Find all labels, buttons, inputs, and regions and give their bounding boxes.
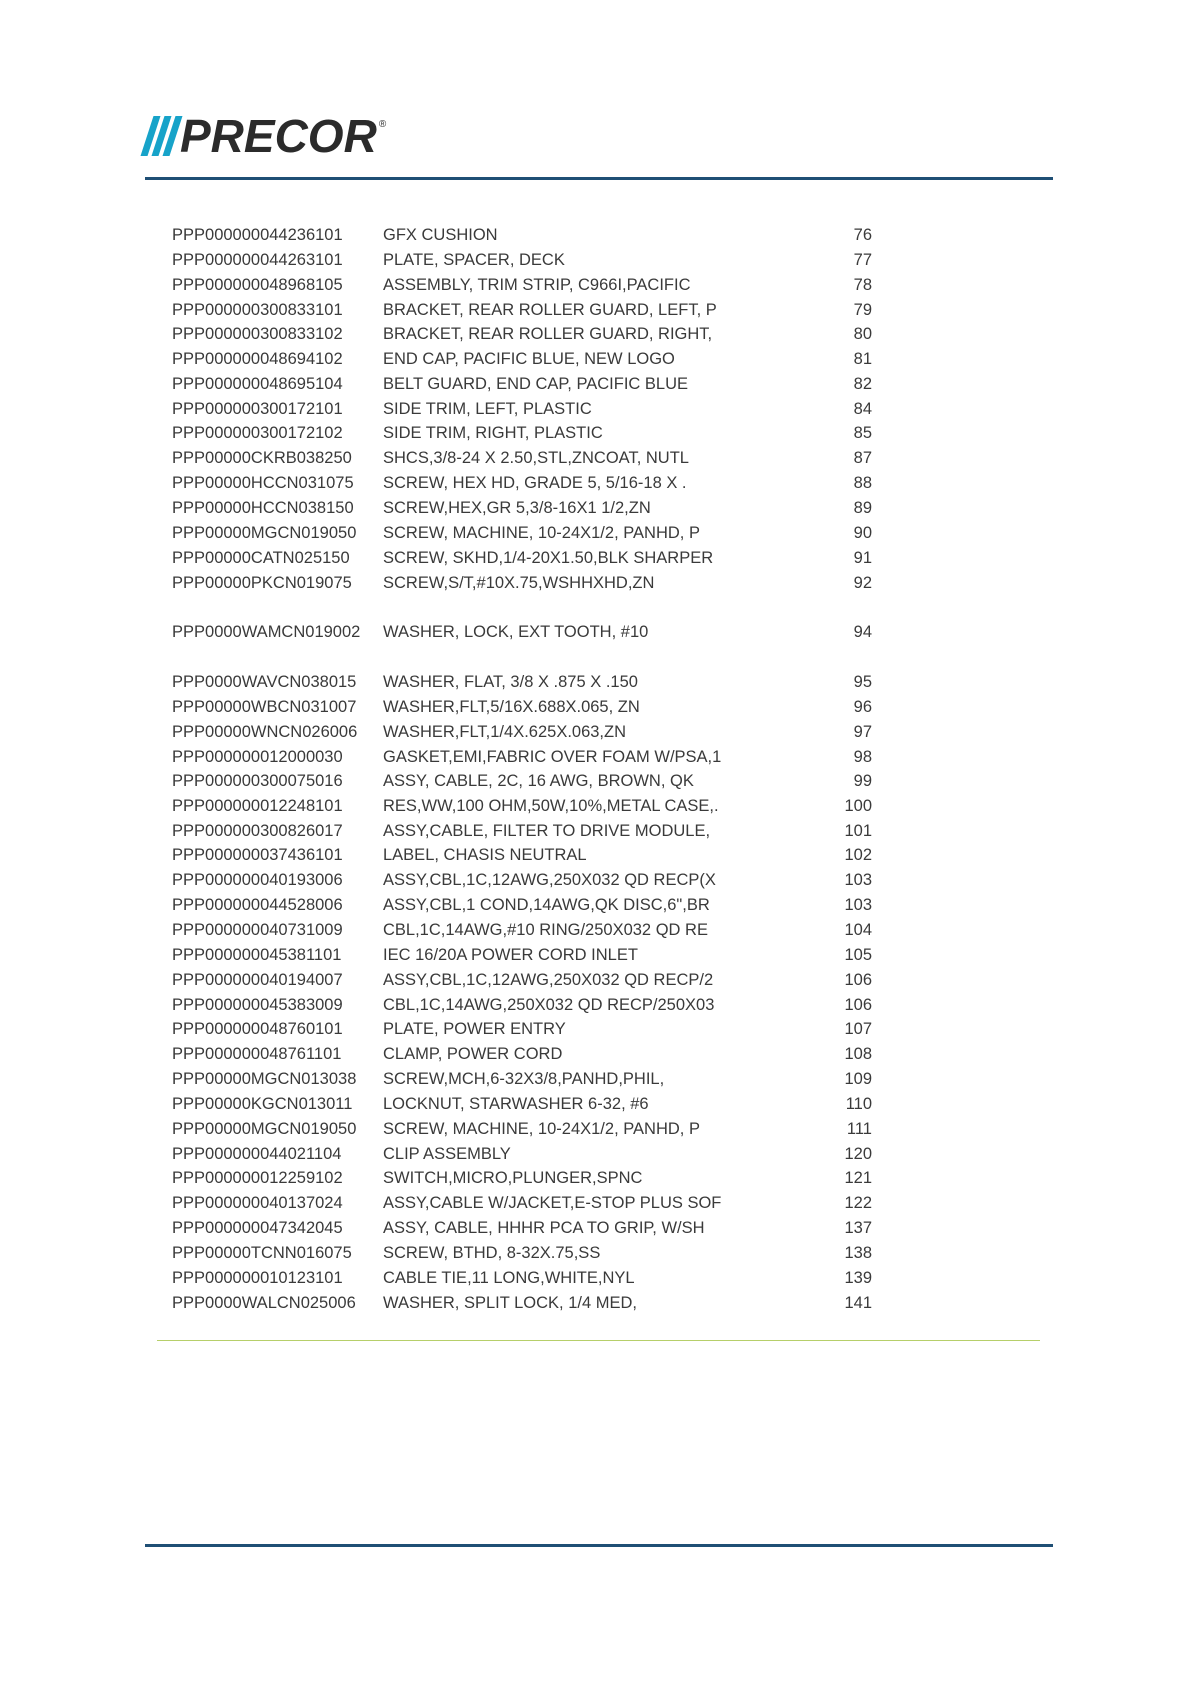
part-description: ASSY, CABLE, HHHR PCA TO GRIP, W/SH [383,1219,705,1237]
part-number: PPP00000PKCN019075 [172,574,352,592]
part-row [0,993,1191,1017]
part-number: PPP00000MGCN013038 [172,1070,357,1088]
part-row [0,397,1191,421]
part-row [0,446,1191,470]
item-number: 107 [844,1020,872,1038]
part-row [0,620,1191,644]
part-number: PPP00000KGCN013011 [172,1095,353,1113]
part-number: PPP00000CKRB038250 [172,449,352,467]
item-number: 100 [844,797,872,815]
part-description: ASSEMBLY, TRIM STRIP, C966I,PACIFIC [383,276,691,294]
part-number: PPP00000HCCN038150 [172,499,354,517]
part-row [0,1216,1191,1240]
item-number: 79 [853,301,872,319]
part-number: PPP000000300833101 [172,301,343,319]
part-row [0,298,1191,322]
part-row [0,769,1191,793]
part-number: PPP000000012000030 [172,748,343,766]
part-description: SIDE TRIM, LEFT, PLASTIC [383,400,592,418]
item-number: 82 [853,375,872,393]
part-description: ASSY,CBL,1C,12AWG,250X032 QD RECP/2 [383,971,714,989]
part-description: SHCS,3/8-24 X 2.50,STL,ZNCOAT, NUTL [383,449,689,467]
part-description: CLAMP, POWER CORD [383,1045,563,1063]
part-description: BRACKET, REAR ROLLER GUARD, LEFT, P [383,301,717,319]
part-row [0,1291,1191,1315]
item-number: 84 [853,400,872,418]
item-number: 106 [844,971,872,989]
part-row [0,819,1191,843]
part-description: ASSY,CABLE, FILTER TO DRIVE MODULE, [383,822,711,840]
part-row [0,521,1191,545]
part-row [0,1092,1191,1116]
part-number: PPP0000WAMCN019002 [172,623,361,641]
part-row [0,1266,1191,1290]
part-number: PPP00000MGCN019050 [172,524,357,542]
part-description: SCREW, BTHD, 8-32X.75,SS [383,1244,601,1262]
part-number: PPP0000WALCN025006 [172,1294,356,1312]
part-description: IEC 16/20A POWER CORD INLET [383,946,638,964]
part-row [0,720,1191,744]
part-row [0,273,1191,297]
part-number: PPP000000048761101 [172,1045,342,1063]
part-row [0,496,1191,520]
part-description: SIDE TRIM, RIGHT, PLASTIC [383,424,603,442]
item-number: 90 [853,524,872,542]
part-row [0,1191,1191,1215]
part-number: PPP000000045381101 [172,946,342,964]
part-number: PPP000000010123101 [172,1269,343,1287]
part-description: ASSY,CABLE W/JACKET,E-STOP PLUS SOF [383,1194,722,1212]
logo-text: PRECOR [180,110,377,162]
item-number: 87 [853,449,872,467]
part-description: ASSY,CBL,1 COND,14AWG,QK DISC,6",BR [383,896,710,914]
item-number: 94 [853,623,872,641]
item-number: 77 [853,251,872,269]
item-number: 81 [853,350,872,368]
part-number: PPP000000300172101 [172,400,343,418]
item-number: 96 [853,698,872,716]
part-number: PPP000000012259102 [172,1169,343,1187]
part-number: PPP00000CATN025150 [172,549,350,567]
item-number: 105 [844,946,872,964]
part-row [0,546,1191,570]
part-number: PPP00000HCCN031075 [172,474,354,492]
item-number: 80 [853,325,872,343]
header-divider [145,177,1053,180]
part-description: GFX CUSHION [383,226,498,244]
item-number: 88 [853,474,872,492]
item-number: 122 [844,1194,872,1212]
part-description: WASHER,FLT,1/4X.625X.063,ZN [383,723,627,741]
item-number: 98 [853,748,872,766]
part-description: WASHER, LOCK, EXT TOOTH, #10 [383,623,649,641]
part-number: PPP000000012248101 [172,797,343,815]
part-number: PPP000000040194007 [172,971,343,989]
part-number: PPP000000044528006 [172,896,343,914]
part-number: PPP000000048968105 [172,276,343,294]
part-row [0,421,1191,445]
item-number: 76 [853,226,872,244]
part-row [0,695,1191,719]
part-row [0,1117,1191,1141]
part-description: GASKET,EMI,FABRIC OVER FOAM W/PSA,1 [383,748,722,766]
item-number: 138 [844,1244,872,1262]
part-row [0,322,1191,346]
part-description: LABEL, CHASIS NEUTRAL [383,846,587,864]
part-description: BRACKET, REAR ROLLER GUARD, RIGHT, [383,325,713,343]
part-description: SWITCH,MICRO,PLUNGER,SPNC [383,1169,643,1187]
item-number: 99 [853,772,872,790]
part-row [0,1042,1191,1066]
item-number: 104 [844,921,872,939]
part-description: PLATE, POWER ENTRY [383,1020,566,1038]
part-row [0,347,1191,371]
part-row [0,893,1191,917]
part-description: WASHER, FLAT, 3/8 X .875 X .150 [383,673,638,691]
part-number: PPP00000TCNN016075 [172,1244,352,1262]
part-number: PPP000000300075016 [172,772,343,790]
part-row [0,670,1191,694]
part-number: PPP000000044236101 [172,226,343,244]
table-bottom-rule [157,1340,1040,1341]
item-number: 121 [844,1169,872,1187]
item-number: 103 [844,871,872,889]
item-number: 106 [844,996,872,1014]
part-number: PPP0000WAVCN038015 [172,673,357,691]
item-number: 85 [853,424,872,442]
item-number: 78 [853,276,872,294]
part-number: PPP000000048695104 [172,375,343,393]
part-number: PPP00000WBCN031007 [172,698,357,716]
part-row [0,868,1191,892]
part-number: PPP000000048694102 [172,350,343,368]
part-number: PPP000000300833102 [172,325,343,343]
registered-mark: ® [378,118,387,130]
part-row [0,1166,1191,1190]
part-number: PPP00000WNCN026006 [172,723,358,741]
part-number: PPP000000045383009 [172,996,343,1014]
part-row [0,843,1191,867]
item-number: 101 [844,822,872,840]
part-row [0,248,1191,272]
part-number: PPP000000040731009 [172,921,343,939]
part-number: PPP000000044263101 [172,251,343,269]
item-number: 137 [844,1219,872,1237]
part-description: LOCKNUT, STARWASHER 6-32, #6 [383,1095,649,1113]
part-description: SCREW,MCH,6-32X3/8,PANHD,PHIL, [383,1070,665,1088]
part-description: CABLE TIE,11 LONG,WHITE,NYL [383,1269,635,1287]
part-row [0,968,1191,992]
part-row [0,571,1191,595]
part-description: PLATE, SPACER, DECK [383,251,565,269]
item-number: 102 [844,846,872,864]
part-row [0,223,1191,247]
part-row [0,1241,1191,1265]
part-row [0,372,1191,396]
part-number: PPP000000040193006 [172,871,343,889]
part-number: PPP000000040137024 [172,1194,343,1212]
part-description: BELT GUARD, END CAP, PACIFIC BLUE [383,375,689,393]
item-number: 103 [844,896,872,914]
part-row [0,918,1191,942]
part-description: RES,WW,100 OHM,50W,10%,METAL CASE,. [383,797,719,815]
part-description: WASHER, SPLIT LOCK, 1/4 MED, [383,1294,637,1312]
part-description: SCREW, MACHINE, 10-24X1/2, PANHD, P [383,1120,700,1138]
logo-stripes-icon [147,116,176,156]
item-number: 92 [853,574,872,592]
part-number: PPP00000MGCN019050 [172,1120,357,1138]
part-row [0,1142,1191,1166]
item-number: 141 [844,1294,872,1312]
part-description: SCREW,S/T,#10X.75,WSHHXHD,ZN [383,574,655,592]
item-number: 91 [853,549,872,567]
item-number: 108 [844,1045,872,1063]
part-description: CLIP ASSEMBLY [383,1145,511,1163]
item-number: 89 [853,499,872,517]
part-row [0,794,1191,818]
part-row [0,943,1191,967]
item-number: 95 [853,673,872,691]
part-description: ASSY, CABLE, 2C, 16 AWG, BROWN, QK [383,772,694,790]
footer-divider [145,1544,1053,1547]
part-description: SCREW,HEX,GR 5,3/8-16X1 1/2,ZN [383,499,651,517]
part-description: ASSY,CBL,1C,12AWG,250X032 QD RECP(X [383,871,716,889]
part-row [0,1067,1191,1091]
item-number: 111 [846,1120,872,1138]
part-description: CBL,1C,14AWG,#10 RING/250X032 QD RE [383,921,708,939]
part-number: PPP000000300826017 [172,822,343,840]
item-number: 120 [844,1145,872,1163]
part-number: PPP000000300172102 [172,424,343,442]
part-description: WASHER,FLT,5/16X.688X.065, ZN [383,698,640,716]
item-number: 109 [844,1070,872,1088]
precor-logo [147,112,386,160]
part-description: END CAP, PACIFIC BLUE, NEW LOGO [383,350,675,368]
part-row [0,471,1191,495]
part-number: PPP000000044021104 [172,1145,342,1163]
part-number: PPP000000037436101 [172,846,343,864]
part-description: CBL,1C,14AWG,250X032 QD RECP/250X03 [383,996,715,1014]
part-description: SCREW, HEX HD, GRADE 5, 5/16-18 X . [383,474,687,492]
part-description: SCREW, SKHD,1/4-20X1.50,BLK SHARPER [383,549,714,567]
item-number: 110 [845,1095,872,1113]
item-number: 139 [844,1269,872,1287]
part-number: PPP000000047342045 [172,1219,343,1237]
item-number: 97 [853,723,872,741]
part-description: SCREW, MACHINE, 10-24X1/2, PANHD, P [383,524,700,542]
part-row [0,1017,1191,1041]
part-number: PPP000000048760101 [172,1020,343,1038]
part-row [0,745,1191,769]
